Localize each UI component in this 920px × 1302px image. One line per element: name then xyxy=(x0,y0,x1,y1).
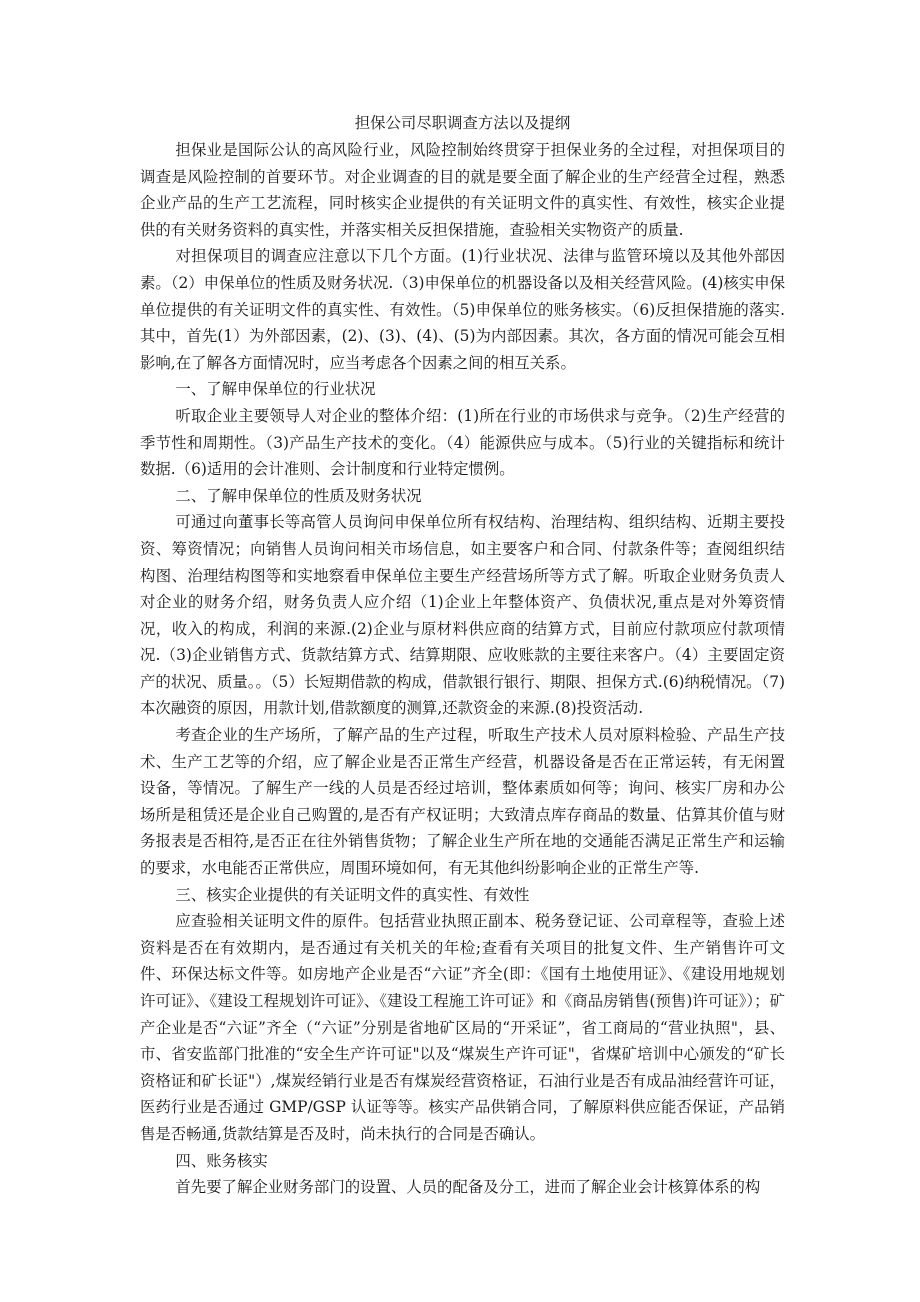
aspects-paragraph: 对担保项目的调查应注意以下几个方面。(1)行业状况、法律与监管环境以及其他外部因素。（2）申保单位的性质及财务状况.（3)申保单位的机器设备以及相关经营风险。(4)核实申保单位提供的有关证明文件的真实性、有效性。（5)申保单位的账务核实。（6)反担保措施的落实.其中，首先(1）为外部因素，(2)、(3)、(4)、(5)为内部因素。其次，各方面的情况可能会互相影响,在了解各方面情况时，应当考虑各个因素之间的相互关系。 xyxy=(140,247,785,372)
section-heading-4: 四、账务核实 xyxy=(175,1151,268,1170)
document-page xyxy=(140,110,785,1201)
section-2-paragraph: 可通过向董事长等高管人员询问申保单位所有权结构、治理结构、组织结构、近期主要投资、筹资情况；向销售人员询问相关市场信息，如主要客户和合同、付款条件等；查阅组织结构图、治理结构图等和实地察看申保单位主要生产经营场所等方式了解。听取企业财务负责人对企业的财务介绍，财务负责人应介绍（1)企业上年整体资产、负债状况,重点是对外筹资情况，收入的构成，利润的来源.(2)企业与原材料供应商的结算方式，目前应付款项应付款项情况.（3)企业销售方式、货款结算方式、结算期限、应收账款的主要往来客户。（4）主要固定资产的状况、质量。。（5）长短期借款的构成，借款银行银行、期限、担保方式.(6)纳税情况。（7)本次融资的原因，用款计划,借款额度的测算,还款资金的来源.(8)投资活动. xyxy=(140,513,785,718)
section-3-paragraph: 应查验相关证明文件的原件。包括营业执照正副本、税务登记证、公司章程等，查验上述资料是否在有效期内，是否通过有关机关的年检;查看有关项目的批复文件、生产销售许可文件、环保达标文件等。如房地产企业是否“六证”齐全(即：《国有土地使用证》、《建设用地规划许可证》、《建设工程规划许可证》、《建设工程施工许可证》和《商品房销售(预售)许可证》）；矿产企业是否“六证”齐全（“六证”分别是省地矿区局的“开采证”，省工商局的“营业执照"，县、市、省安监部门批准的“安全生产许可证"以及“煤炭生产许可证"，省煤矿培训中心颁发的“矿长资格证和矿长证"）,煤炭经销行业是否有煤炭经营资格证，石油行业是否有成品油经营许可证，医药行业是否通过 GMP/GSP 认证等等。核实产品供销合同，了解原料供应能否保证，产品销售是否畅通,货款结算是否及时，尚未执行的合同是否确认。 xyxy=(140,912,785,1143)
production-paragraph: 考查企业的生产场所，了解产品的生产过程，听取生产技术人员对原料检验、产品生产技术、生产工艺等的介绍，应了解企业是否正常生产经营，机器设备是否在正常运转，有无闲置设备，等情况。了解生产一线的人员是否经过培训，整体素质如何等；询问、核实厂房和办公场所是租赁还是企业自己购置的,是否有产权证明；大致清点库存商品的数量、估算其价值与财务报表是否相符,是否正在往外销售货物；了解企业生产所在地的交通能否满足正常生产和运输的要求，水电能否正常供应，周围环境如何，有无其他纠纷影响企业的正常生产等. xyxy=(140,726,785,878)
section-4-paragraph: 首先要了解企业财务部门的设置、人员的配备及分工，进而了解企业会计核算体系的构 xyxy=(175,1178,761,1197)
section-heading-1: 一、了解申保单位的行业状况 xyxy=(175,380,376,399)
section-heading-3: 三、核实企业提供的有关证明文件的真实性、有效性 xyxy=(175,885,530,904)
section-1-paragraph: 听取企业主要领导人对企业的整体介绍：(1)所在行业的市场供求与竞争。（2)生产经营的季节性和周期性。（3)产品生产技术的变化。（4）能源供应与成本。（5)行业的关键指标和统计数据.（6)适用的会计准则、会计制度和行业特定惯例。 xyxy=(140,406,785,479)
section-heading-2: 二、了解申保单位的性质及财务状况 xyxy=(175,486,422,505)
document-title: 担保公司尽职调查方法以及提纲 xyxy=(354,114,571,132)
intro-paragraph: 担保业是国际公认的高风险行业，风险控制始终贯穿于担保业务的全过程，对担保项目的调查是风险控制的首要环节。对企业调查的目的就是要全面了解企业的生产经营全过程，熟悉企业产品的生产工艺流程，同时核实企业提供的有关证明文件的真实性、有效性，核实企业提供的有关财务资料的真实性，并落实相关反担保措施，查验相关实物资产的质量. xyxy=(140,141,785,239)
